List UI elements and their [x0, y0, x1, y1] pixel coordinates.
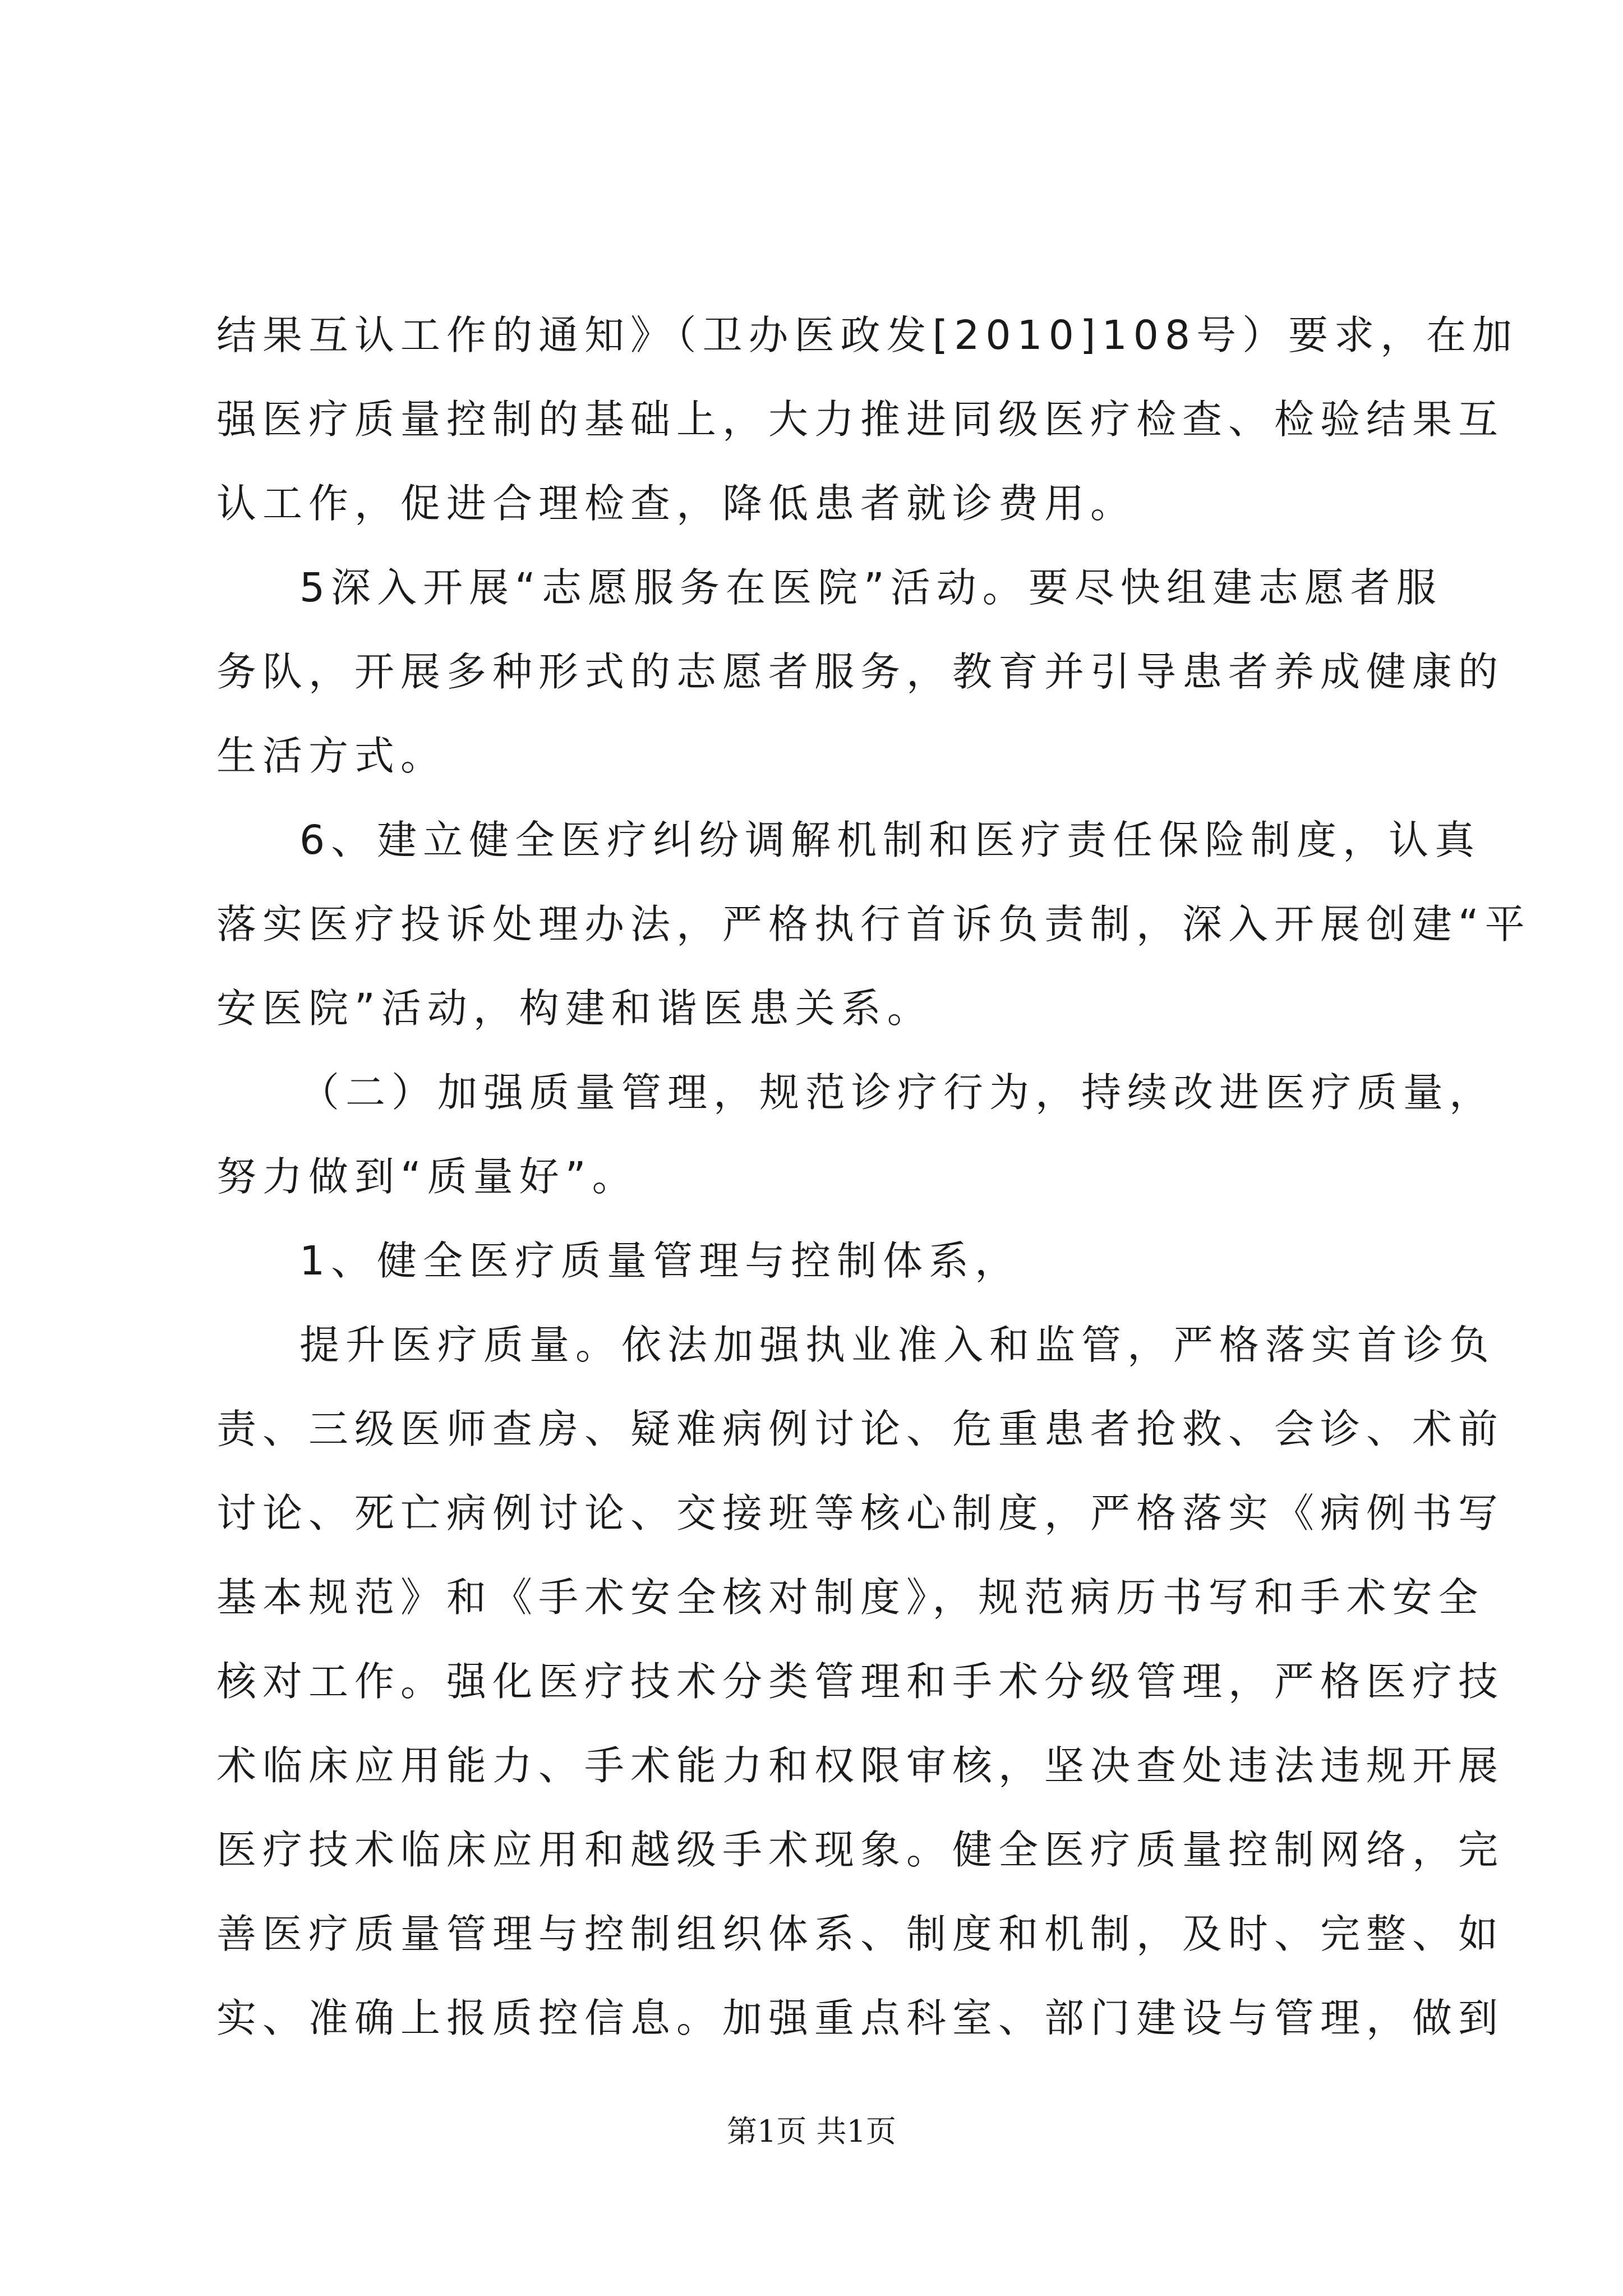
item-1-heading: 1、健全医疗质量管理与控制体系，: [299, 1237, 1021, 1284]
text-line: 实、准确上报质控信息。加强重点科室、部门建设与管理，做到: [216, 1995, 1505, 2041]
text-line: 务队，开展多种形式的志愿者服务，教育并引导患者养成健康的: [216, 648, 1505, 695]
text-line: 责、三级医师查房、疑难病例讨论、危重患者抢救、会诊、术前: [216, 1406, 1505, 1452]
section-heading-2: （二）加强质量管理，规范诊疗行为，持续改进医疗质量，: [299, 1069, 1496, 1116]
text-line: 基本规范》和《手术安全核对制度》，规范病历书写和手术安全: [216, 1574, 1484, 1621]
paragraph-5-start: 5深入开展“志愿服务在医院”活动。要尽快组建志愿者服: [299, 564, 1442, 611]
text-line: 结果互认工作的通知》（卫办医政发[2010]108号）要求，在加: [216, 312, 1519, 358]
paragraph-start: 提升医疗质量。依法加强执业准入和监管，严格落实首诊负: [299, 1322, 1496, 1368]
text-line: 认工作，促进合理检查，降低患者就诊费用。: [216, 480, 1137, 527]
text-line: 讨论、死亡病例讨论、交接班等核心制度，严格落实《病例书写: [216, 1490, 1505, 1536]
text-line: 善医疗质量管理与控制组织体系、制度和机制，及时、完整、如: [216, 1911, 1505, 1957]
text-line: 安医院”活动，构建和谐医患关系。: [216, 985, 933, 1032]
text-line: 强医疗质量控制的基础上，大力推进同级医疗检查、检验结果互: [216, 396, 1505, 443]
paragraph-6-start: 6、建立健全医疗纠纷调解机制和医疗责任保险制度，认真: [299, 817, 1481, 863]
text-line: 落实医疗投诉处理办法，严格执行首诉负责制，深入开展创建“平: [216, 901, 1531, 947]
page-footer: 第1页 共1页: [727, 2114, 896, 2149]
text-line: 生活方式。: [216, 733, 447, 779]
text-line: 医疗技术临床应用和越级手术现象。健全医疗质量控制网络，完: [216, 1826, 1505, 1873]
text-line: 术临床应用能力、手术能力和权限审核，坚决查处违法违规开展: [216, 1742, 1505, 1789]
text-line: 努力做到“质量好”。: [216, 1153, 638, 1200]
text-line: 核对工作。强化医疗技术分类管理和手术分级管理，严格医疗技: [216, 1658, 1505, 1705]
